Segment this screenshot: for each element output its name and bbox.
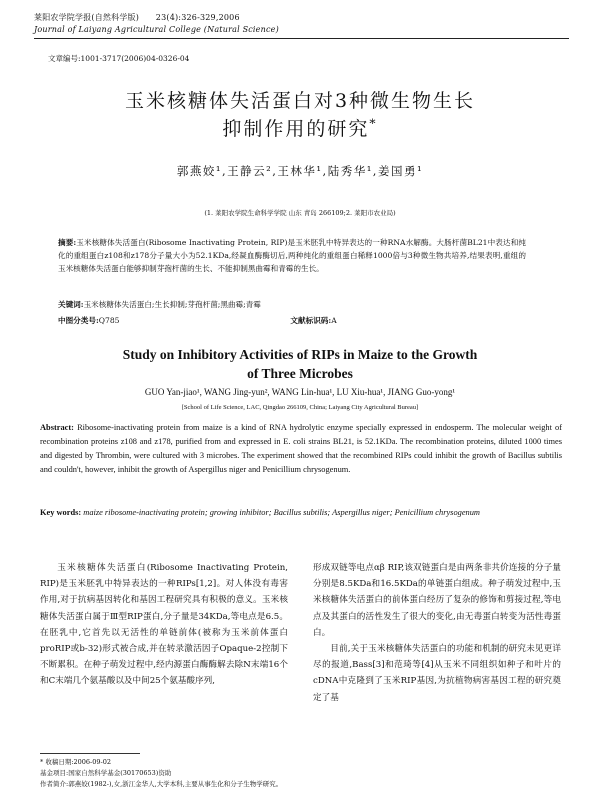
en-keywords-text: maize ribosome-inactivating protein; growing inhibitor; Bacillus subtilis; Aspergillus niger; Penicillium chrysogenum — [83, 508, 480, 517]
footnote-received: * 收稿日期:2006-09-02 — [40, 758, 111, 766]
journal-name-en: Journal of Laiyang Agricultural College (Natural Science) — [34, 25, 279, 34]
cn-classification — [58, 315, 526, 326]
header-rule — [34, 38, 569, 39]
cn-keywords — [58, 299, 526, 311]
en-title-line2: of Three Microbes — [247, 366, 353, 381]
article-number: 文章编号:1001-3717(2006)04-0326-04 — [48, 54, 190, 63]
cn-affiliation: (1. 莱阳农学院生命科学学院 山东 青岛 266109;2. 莱阳市农业局) — [204, 209, 396, 217]
body-left-column — [40, 560, 288, 690]
body-paragraph: 目前,关于玉米核糖体失活蛋白的功能和机制的研究未见更详尽的报道,Bass[3]和范琦等[4]从玉米不同组织如种子和叶片的cDNA中克隆到了玉米RIP基因,为抗植物病害基因工程的研究奠定了基 — [313, 644, 561, 703]
cn-keywords-label: 关键词: — [58, 300, 84, 309]
body-paragraph: 玉米核糖体失活蛋白(Ribosome Inactivating Protein, RIP)是玉米胚乳中特异表达的一种RIPs[1,2]。对人体没有毒害作用,对于抗病基因转化和基因工程研究具有积极的意义。玉米核糖体失活蛋白属于Ⅲ型RIP蛋白,分子量是34KDa,等电点是6.5。在胚乳中,它首先以无活性的单链前体(被称为玉米前体蛋白proRIP或b-32)形式被合成,并在转录激活因子Opaque-2控制下不断累积。在种子萌发过程中,经内源蛋白酶酶解去除N末端16个和C末端几个氨基酸以及中间25个氨基酸序列, — [40, 563, 288, 687]
cn-title-text: 抑制作用的研究 — [222, 118, 370, 140]
en-keywords-label: Key words: — [40, 508, 82, 517]
title-footnote-mark: * — [369, 116, 378, 131]
en-title-line1: Study on Inhibitory Activities of RIPs in Maize to the Growth — [122, 347, 478, 362]
cn-abstract-label: 摘要: — [58, 238, 77, 247]
body-paragraph: 形成双链等电点αβ RIP,该双链蛋白是由两条非共价连接的分子量分别是8.5KDa和16.5KDa的单链蛋白组成。种子萌发过程中,玉米核糖体失活蛋白的前体蛋白经历了复杂的修饰和剪接过程,等电点及其蛋白的活性发生了很大的变化,由无毒蛋白转变为活性毒蛋白。 — [313, 563, 561, 638]
cn-authors: 郭燕姣¹,王静云²,王林华¹,陆秀华¹,姜国勇¹ — [176, 164, 424, 178]
en-abstract — [40, 421, 562, 477]
body-right-column — [313, 560, 561, 706]
journal-issue: 23(4):326-329,2006 — [155, 13, 240, 22]
en-abstract-label: Abstract: — [40, 423, 74, 432]
en-affiliation: [School of Life Science, LAC, Qingdao 266109, China; Laiyang City Agricultural Bureau] — [181, 404, 419, 411]
en-authors: GUO Yan-jiao¹, WANG Jing-yun², WANG Lin-hua¹, LU Xiu-hua¹, JIANG Guo-yong¹ — [144, 387, 456, 397]
footnote-rule — [40, 753, 140, 754]
journal-name-cn: 莱阳农学院学报(自然科学版) — [34, 13, 140, 22]
footnote-author: 作者简介:郭燕姣(1982-),女,浙江金华人,大学本科,主要从事生化和分子生物学研究。 — [40, 780, 283, 788]
cn-title-line1: 玉米核糖体失活蛋白对3种微生物生长 — [124, 90, 476, 112]
class-value: Q785 — [98, 316, 120, 325]
cn-abstract-text: 玉米核糖体失活蛋白(Ribosome Inactivating Protein, RIP)是玉米胚乳中特异表达的一种RNA水解酶。大肠杆菌BL21中表达和纯化的重组蛋白z108和z178分子量大小为52.1KDa,经凝血酶酶切后,两种纯化的重组蛋白稀释1000倍与3种微生物共培养,结果表明,重组的玉米核糖体失活蛋白能够抑制芽孢杆菌的生长、不能抑制黑曲霉和青霉的生长。 — [58, 238, 526, 273]
class-label: 中图分类号: — [58, 316, 99, 325]
footnote-fund: 基金项目:国家自然科学基金(30170653)资助 — [40, 769, 172, 777]
cn-title-line2 — [0, 116, 600, 142]
en-abstract-text: Ribosome-inactivating protein from maize is a kind of RNA hydrolytic enzyme specially expressed in endosperm. The molecular weight of recombination proteins z108 and z178, purified from and expressed in E. coli strains BL21, is 52.1KDa. The recombination proteins, diluted 1000 times and digested by Thrombin, were cultured with 3 microbes. The experiment showed that the recombined RIPs could inhibit the growth of Bacillus subtilis and couldn't, however, inhibit the growth of Aspergillus niger and Penicillium chrysogenum. — [40, 423, 563, 474]
cn-keywords-text: 玉米核糖体失活蛋白;生长抑制;芽孢杆菌;黑曲霉;青霉 — [83, 300, 261, 309]
doc-value: A — [331, 316, 337, 325]
journal-header — [34, 12, 240, 23]
en-keywords — [40, 506, 562, 520]
cn-abstract — [58, 236, 526, 275]
doc-label: 文献标识码: — [290, 316, 332, 325]
